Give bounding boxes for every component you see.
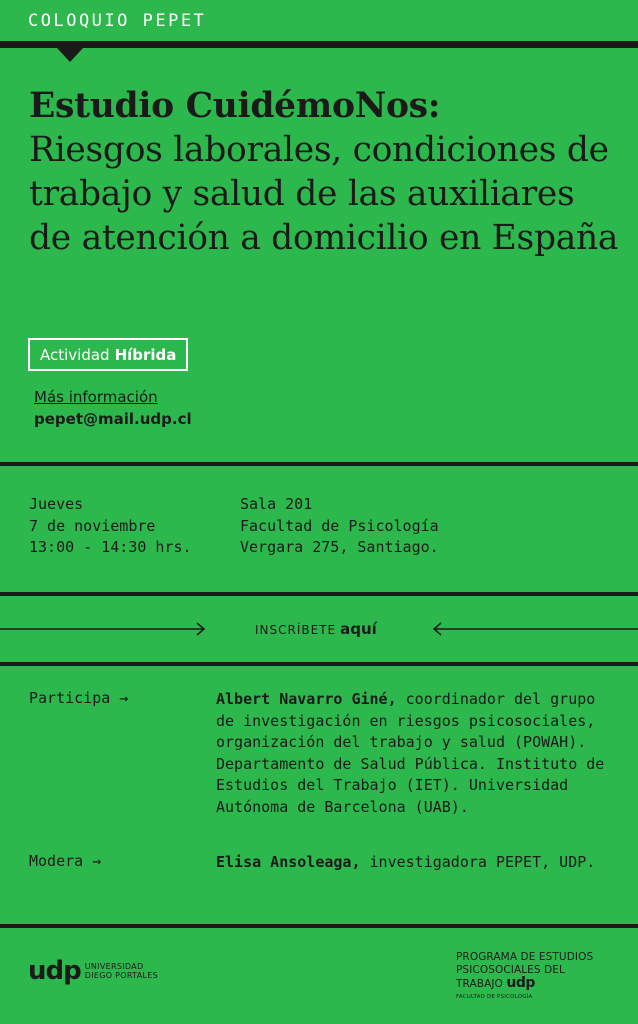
program-faculty: FACULTAD DE PSICOLOGÍA: [456, 994, 533, 1000]
event-title: [29, 84, 619, 260]
moderator-role: Modera →: [29, 852, 102, 870]
program-line3-text: TRABAJO: [456, 978, 503, 990]
schedule-block: [29, 494, 192, 559]
right-arrow-icon: [0, 621, 208, 637]
register-link[interactable]: [255, 620, 377, 638]
section-divider: [0, 462, 638, 466]
program-line2: PSICOSOCIALES DEL: [456, 964, 565, 976]
register-label: INSCRÍBETE: [255, 623, 337, 637]
divider-notch: [57, 48, 83, 62]
program-udp-wordmark: udp: [506, 975, 535, 991]
university-name: [85, 962, 158, 980]
program-logo: [456, 951, 593, 1000]
participant-bio: [216, 689, 616, 818]
moderator-name: Elisa Ansoleaga,: [216, 853, 361, 871]
badge-modality: Híbrida: [114, 345, 177, 364]
header-label: COLOQUIO PEPET: [28, 11, 207, 31]
badge-prefix: Actividad: [40, 345, 110, 364]
event-address: Vergara 275, Santiago.: [240, 538, 439, 556]
contact-email[interactable]: pepet@mail.udp.cl: [34, 410, 192, 428]
university-line1: UNIVERSIDAD: [84, 962, 144, 971]
event-day: Jueves: [29, 495, 84, 513]
program-line1: PROGRAMA DE ESTUDIOS: [456, 951, 594, 963]
top-divider: [0, 41, 638, 48]
event-room: Sala 201: [240, 495, 313, 513]
register-here[interactable]: aquí: [340, 620, 377, 638]
udp-logo: [28, 958, 158, 984]
event-date: 7 de noviembre: [29, 516, 156, 535]
title-strong: Estudio CuidémoNos:: [29, 86, 441, 126]
university-line2: DIEGO PORTALES: [84, 971, 158, 980]
udp-wordmark: udp: [28, 956, 81, 986]
participant-role: Participa →: [29, 689, 129, 707]
moderator-desc: investigadora PEPET, UDP.: [360, 853, 596, 871]
left-arrow-icon: [430, 621, 638, 637]
participant-name: Albert Navarro Giné,: [216, 690, 397, 708]
event-time: 13:00 - 14:30 hrs.: [29, 538, 192, 556]
title-rest: Riesgos laborales, condiciones de trabajo y salud de las auxiliares de atención a domicilio en España: [29, 130, 619, 258]
program-line3: [456, 977, 593, 991]
section-divider: [0, 592, 638, 596]
more-info-link[interactable]: Más información: [34, 388, 158, 406]
moderator-bio: [216, 852, 616, 874]
participant-desc: coordinador del grupo de investigación en riesgos psicosociales, organización del trabajo y salud (POWAH). Departamento de Salud Pública. Instituto de Estudios del Trabajo (IET). Universidad Autónoma de Barcelona (UAB).: [216, 690, 605, 816]
modality-badge: [28, 338, 188, 371]
section-divider: [0, 924, 638, 928]
event-faculty: Facultad de Psicología: [240, 516, 439, 535]
section-divider: [0, 662, 638, 666]
location-block: [240, 494, 439, 559]
